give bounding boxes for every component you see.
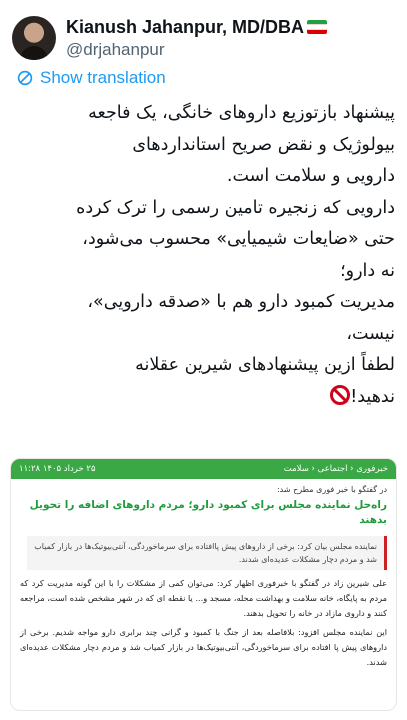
article-paragraph: این نماینده مجلس افزود: بلافاصله بعد از جنگ با کمبود و گرانی چند برابری دارو مواجه شدیم. برخی از داروهای پیش پا افتاده برای سرماخوردگی، آنتی‌بیوتیک‌ها در بازار کمیاب شد و مردم دچار مشکلات عدیده‌ای شدند. <box>20 627 387 667</box>
iran-flag-icon <box>307 20 327 34</box>
prohibited-icon <box>330 385 350 405</box>
show-translation-link[interactable] <box>16 68 166 88</box>
author-info <box>66 17 327 60</box>
article-paragraph: علی شیرین زاد در گفتگو با خبرفوری اظهار کرد: می‌توان کمی از مشکلات را با این گونه مدیریت کرد که مردم به پایگاه، خانه سلامت و بهداشت محله، مسجد و... یا نقطه ای که در شهر مشخص شده است، مراجعه کنند و داروی مازاد در خانه را تحویل بدهند. <box>20 578 387 618</box>
article-lead: در گفتگو با خبر فوری مطرح شد: <box>276 485 387 494</box>
article-quote: نماینده مجلس بیان کرد: برخی از داروهای پیش پاافتاده برای سرماخوردگی، آنتی‌بیوتیک‌ها در بازار کمیاب شد و مردم دچار مشکلات عدیده‌ای شدند. <box>27 536 387 570</box>
name-row <box>66 17 327 38</box>
article-breadcrumb: خبرفوری ‹ اجتماعی ‹ سلامت <box>283 464 388 474</box>
article-screenshot[interactable] <box>10 458 397 711</box>
article-title: راه‌حل نماینده مجلس برای کمبود دارو؛ مردم داروهای اضافه را تحویل بدهند <box>29 499 387 526</box>
translate-icon <box>16 69 34 87</box>
tweet-header <box>12 12 395 64</box>
tweet-text: پیشنهاد بازتوزیع داروهای خانگی، یک فاجعه بیولوژیک و نقض صریح استانداردهای دارویی و سلامت است. دارویی که زنجیره تامین رسمی را ترک کرده حتی «ضایعات شیمیایی» محسوب می‌شود، نه دارو؛ مدیریت کمبود دارو هم با «صدقه دارویی»، نیست، لطفاً ازین پیشنهادهای شیرین عقلانه ندهید! <box>76 103 395 407</box>
avatar[interactable] <box>12 16 56 60</box>
tweet-body <box>10 98 395 413</box>
show-translation-label: Show translation <box>40 68 166 87</box>
article-date: ۲۵ خرداد ۱۴۰۵ ۱۱:۲۸ <box>19 464 96 474</box>
article-header-bar <box>11 459 396 479</box>
author-handle[interactable]: @drjahanpur <box>66 39 165 59</box>
author-name[interactable]: Kianush Jahanpur, MD/DBA <box>66 16 305 37</box>
